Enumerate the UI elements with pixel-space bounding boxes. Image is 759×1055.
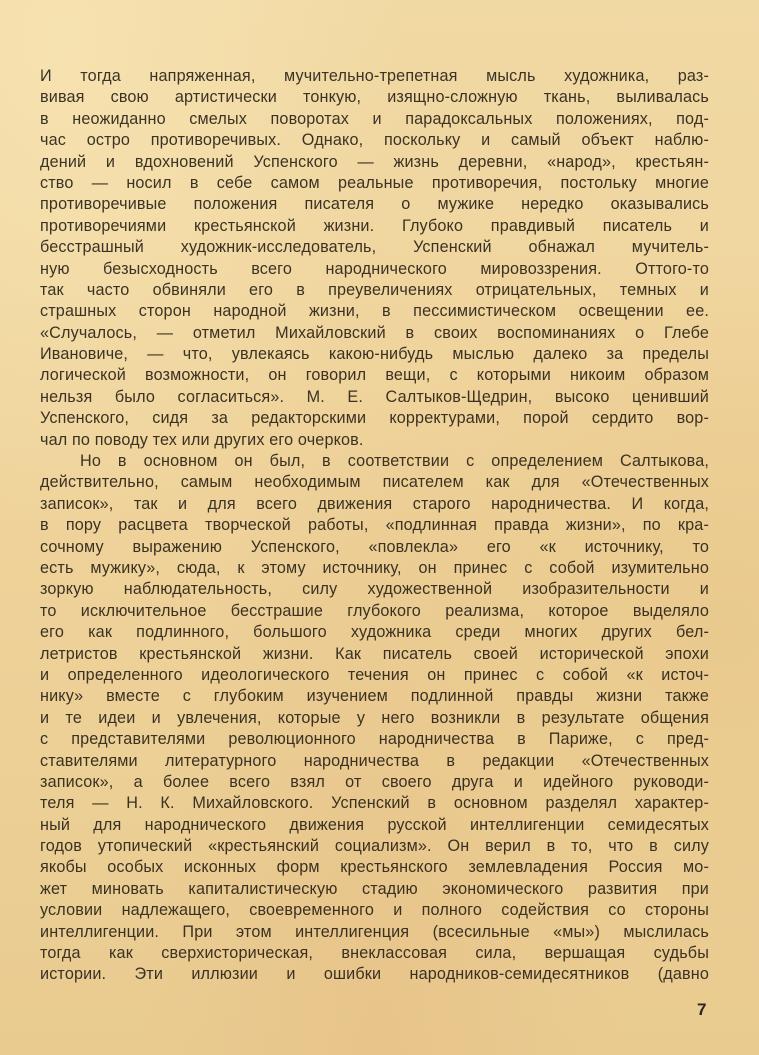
text-line: летристов крестьянской жизни. Как писатель своей исторической эпохи (40, 644, 709, 663)
text-line: чал по поводу тех или других его очерков. (40, 430, 364, 449)
text-line: противоречивые положения писателя о мужике нередко оказывались (40, 195, 709, 214)
text-line: зоркую наблюдательность, силу художественной изобразительности и (40, 580, 709, 599)
text-line: ную безысходность всего народнического мировоззрения. Оттого-то (40, 259, 709, 278)
text-line: И тогда напряженная, мучительно-трепетная мысль художника, раз- (40, 67, 709, 85)
body-text (40, 66, 709, 986)
text-line: сочному выражению Успенского, «повлекла» его «к источнику, то (40, 537, 709, 556)
text-line: условии надлежащего, своевременного и полного содействия со стороны (40, 901, 709, 920)
text-line: дений и вдохновений Успенского — жизнь деревни, «народ», крестьян- (40, 152, 709, 171)
text-line: действительно, самым необходимым писателем как для «Отечественных (40, 473, 709, 492)
text-line: годов утопический «крестьянский социализм». Он верил в то, что в силу (40, 837, 709, 856)
text-line: записок», так и для всего движения старого народничества. И когда, (40, 494, 709, 513)
text-line: Успенского, сидя за редакторскими корректурами, порой сердито вор- (40, 409, 709, 428)
text-line: и определенного идеологического течения он принес с собой «к источ- (40, 665, 709, 684)
text-line: ставителями литературного народничества в редакции «Отечественных (40, 751, 709, 770)
paragraph (40, 451, 709, 986)
text-line: ный для народнического движения русской интеллигенции семидесятых (40, 815, 709, 834)
text-line: жет миновать капиталистическую стадию экономического развития при (40, 879, 709, 898)
text-line: теля — Н. К. Михайловского. Успенский в основном разделял характер- (40, 794, 709, 813)
text-line: бесстрашный художник-исследователь, Успенский обнажал мучитель- (40, 238, 709, 257)
text-line: так часто обвиняли его в преувеличениях отрицательных, темных и (40, 280, 709, 299)
page-number: 7 (697, 1000, 707, 1019)
text-line: логической возможности, он говорил вещи, с которыми никоим образом (40, 366, 709, 385)
text-line: ство — носил в себе самом реальные противоречия, постольку многие (40, 173, 709, 192)
text-line: есть мужику», сюда, к этому источнику, он принес с собой изумительно (40, 558, 709, 577)
text-line: и те идеи и увлечения, которые у него возникли в результате общения (40, 708, 709, 727)
text-line: «Случалось, — отметил Михайловский в своих воспоминаниях о Глебе (40, 323, 709, 342)
text-line: час остро противоречивых. Однако, поскольку и самый объект наблю- (40, 131, 709, 150)
text-line: в пору расцвета творческой работы, «подлинная правда жизни», по кра- (40, 516, 709, 535)
text-line: его как подлинного, большого художника среди многих других бел- (40, 623, 709, 642)
text-line: то исключительное бесстрашие глубокого реализма, которое выделяло (40, 601, 709, 620)
text-line: истории. Эти иллюзии и ошибки народников-семидесятников (давно (40, 965, 709, 984)
text-line: вивая свою артистически тонкую, изящно-сложную ткань, выливалась (40, 88, 709, 107)
text-line: записок», а более всего взял от своего друга и идейного руководи- (40, 772, 709, 791)
text-line: Но в основном он был, в соответствии с определением Салтыкова, (80, 452, 709, 471)
text-line: страшных сторон народной жизни, в пессимистическом освещении ее. (40, 302, 709, 321)
text-line: нику» вместе с глубоким изучением подлинной правды жизни также (40, 687, 709, 706)
text-line: противоречиями крестьянской жизни. Глубоко правдивый писатель и (40, 216, 709, 235)
text-line: нельзя было согласиться». М. Е. Салтыков-Щедрин, высоко ценивший (40, 387, 709, 406)
text-line: с представителями революционного народничества в Париже, с пред- (40, 730, 709, 749)
text-line: интеллигенции. При этом интеллигенция (всесильные «мы») мыслилась (40, 922, 709, 941)
text-line: в неожиданно смелых поворотах и парадоксальных положениях, под- (40, 109, 709, 128)
paragraph (40, 66, 709, 451)
text-line: якобы особых исконных форм крестьянского землевладения Россия мо- (40, 858, 709, 877)
text-line: тогда как сверхисторическая, внеклассовая сила, вершащая судьбы (40, 944, 709, 963)
text-line: Ивановиче, — что, увлекаясь какою-нибудь мыслью далеко за пределы (40, 345, 709, 364)
